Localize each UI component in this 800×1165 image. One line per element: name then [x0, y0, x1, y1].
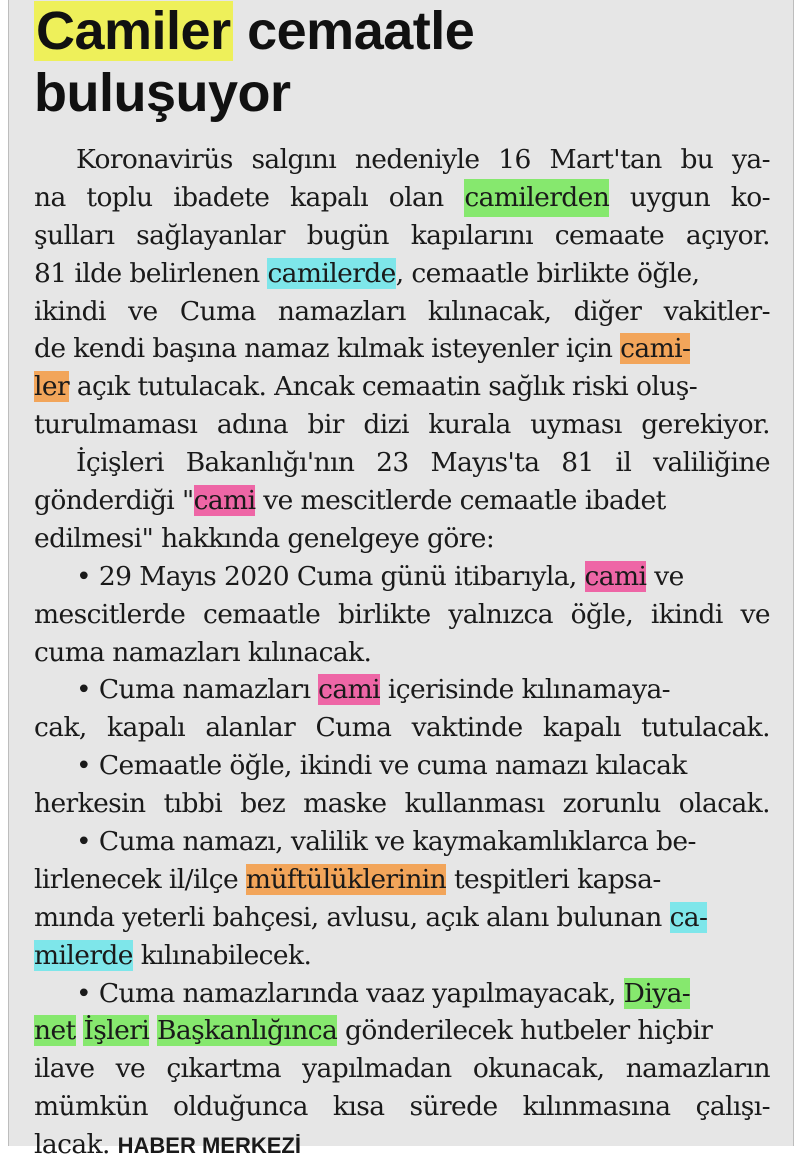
word: gerekiyor. — [641, 409, 770, 441]
body-line — [34, 634, 770, 672]
word: kullanması — [404, 788, 545, 820]
word: bir — [307, 409, 344, 441]
text-run: • Cuma namazı, valilik ve kaymakamlıklarca be- — [76, 826, 696, 858]
body-line — [34, 217, 770, 255]
headline-highlight: Camiler — [36, 1, 231, 61]
word: öğle, — [570, 598, 634, 630]
word: ve — [128, 295, 158, 327]
word: okunacak, — [472, 1053, 605, 1085]
word: sağlayanlar — [136, 219, 285, 251]
word: kapılarını — [410, 219, 533, 251]
word: namazları — [277, 295, 406, 327]
headline-line-2: buluşuyor — [34, 63, 291, 123]
body-line — [34, 293, 770, 331]
body-line — [34, 975, 770, 1013]
text-run: , cemaatle birlikte öğle, — [395, 257, 700, 289]
text-run: gönderdiği " — [34, 485, 194, 517]
word: kapalı — [542, 712, 621, 744]
text-run: ve — [646, 560, 684, 592]
word: cemaatle — [202, 598, 321, 630]
word: sürede — [409, 1091, 498, 1123]
word: adına — [216, 409, 288, 441]
text-run: edilmesi" hakkında genelgeye göre: — [34, 522, 495, 554]
body-line — [34, 179, 770, 217]
word: kurala — [428, 409, 511, 441]
text-run: kılınabilecek. — [132, 939, 312, 971]
word: ve — [740, 598, 770, 630]
word: alanlar — [205, 712, 296, 744]
body-line — [34, 1050, 770, 1088]
word: cak, — [34, 712, 87, 744]
text-run: 81 ilde belirlenen — [34, 257, 268, 289]
text-run: gönderilecek hutbeler hiçbir — [337, 1015, 713, 1047]
word: ikindi — [650, 598, 723, 630]
word: maske — [303, 788, 387, 820]
word: il — [615, 447, 632, 479]
word: olduğunca — [173, 1091, 308, 1123]
word: mümkün — [34, 1091, 148, 1123]
word: şulları — [34, 219, 115, 251]
byline: HABER MERKEZİ — [117, 1133, 301, 1159]
body-line — [34, 785, 770, 823]
highlight-mark: cami — [318, 674, 381, 706]
word: mescitlerde — [34, 598, 186, 630]
highlight-mark: camilerden — [464, 179, 609, 217]
text-run — [149, 1015, 157, 1046]
word: vaktinde — [411, 712, 523, 744]
word: ko- — [730, 181, 770, 213]
word: kapalı — [107, 712, 186, 744]
word: Mart'tan — [549, 144, 662, 175]
word: tıbbi — [163, 788, 223, 820]
word: kılınmasına — [522, 1091, 671, 1123]
word: uyması — [530, 409, 622, 441]
highlight-mark: net — [34, 1015, 76, 1047]
word: tutulacak. — [641, 712, 770, 744]
word: diğer — [573, 295, 642, 327]
text-run: açık tutulacak. Ancak cemaatin sağlık riski oluş- — [69, 371, 698, 403]
highlight-mark: camilerde — [267, 257, 396, 289]
body-line — [34, 368, 770, 406]
text-run: • 29 Mayıs 2020 Cuma günü itibarıyla, — [76, 560, 585, 592]
body-line — [34, 520, 770, 558]
body-line — [34, 141, 770, 179]
highlight-mark: Diya- — [623, 977, 691, 1009]
word: açıyor. — [685, 219, 770, 251]
word: herkesin — [34, 788, 146, 820]
highlight-mark: ca- — [669, 901, 708, 933]
word: vakitler- — [663, 295, 770, 327]
word: ve — [115, 1053, 146, 1085]
text-run: de kendi başına namaz kılmak isteyenler için — [34, 333, 621, 365]
word: ibadete — [173, 181, 270, 213]
word: 16 — [498, 144, 531, 175]
body-line — [34, 1088, 770, 1126]
text-run: lirlenecek il/ilçe — [34, 863, 246, 895]
word: nedeniyle — [354, 144, 480, 175]
word: İçişleri — [76, 447, 164, 479]
text-run: içerisinde kılınamaya- — [380, 674, 670, 706]
word: Cuma — [179, 295, 256, 327]
word: ilave — [34, 1053, 95, 1085]
text-run: ve mescitlerde cemaatle ibadet — [255, 485, 666, 517]
word: salgını — [251, 144, 337, 175]
word: ya- — [732, 144, 770, 175]
body-line — [34, 255, 770, 293]
word: zorunlu — [562, 788, 661, 820]
word: valiliğine — [653, 447, 770, 479]
word: birlikte — [337, 598, 431, 630]
text-run: • Cuma namazları — [76, 674, 319, 706]
word: bu — [680, 144, 714, 175]
word: 81 — [561, 447, 594, 479]
word: toplu — [86, 181, 153, 213]
word: bugün — [306, 219, 389, 251]
headline-line-1 — [34, 0, 774, 62]
word: uygun — [629, 181, 711, 213]
body-line — [34, 596, 770, 634]
word: turulmaması — [34, 409, 198, 441]
word: ikindi — [34, 295, 106, 327]
text-run: • Cuma namazlarında vaaz yapılmayacak, — [76, 977, 624, 1009]
word: Koronavirüs — [76, 144, 233, 175]
word: Mayıs'ta — [430, 447, 540, 479]
word: na — [34, 181, 66, 213]
body-line — [34, 747, 770, 785]
body-line — [34, 330, 770, 368]
word: bez — [240, 788, 286, 820]
word: yalnızca — [448, 598, 553, 630]
article-headline — [34, 0, 774, 124]
highlight-mark: cami — [584, 560, 647, 592]
body-line — [34, 709, 770, 747]
word: olan — [388, 181, 444, 213]
body-line — [34, 1012, 770, 1050]
highlight-mark: Başkanlığınca — [157, 1015, 338, 1047]
body-line — [34, 558, 770, 596]
word: çıkartma — [166, 1053, 281, 1085]
text-run: mında yeterli bahçesi, avlusu, açık alanı bulunan — [34, 901, 670, 933]
highlight-mark: İşleri — [83, 1015, 150, 1047]
word: olacak. — [678, 788, 770, 820]
word: Bakanlığı'nın — [185, 447, 355, 479]
word: 23 — [376, 447, 409, 479]
body-line — [34, 1126, 770, 1164]
text-run: • Cemaatle öğle, ikindi ve cuma namazı kılacak — [76, 750, 687, 782]
word: Cuma — [315, 712, 392, 744]
word: namazların — [625, 1053, 770, 1085]
highlight-mark: ler — [34, 371, 70, 403]
highlight-mark: müftülüklerinin — [245, 863, 447, 895]
headline-text: cemaatle — [232, 1, 475, 61]
body-line — [34, 823, 770, 861]
body-line — [34, 671, 770, 709]
text-run: cuma namazları kılınacak. — [34, 636, 372, 668]
word: yapılmadan — [302, 1053, 452, 1085]
text-run: lacak. — [34, 1129, 118, 1161]
word: cemaate — [554, 219, 665, 251]
highlight-mark: cami- — [620, 333, 691, 365]
word: çalışı- — [695, 1091, 770, 1123]
word: kısa — [332, 1091, 385, 1123]
highlight-mark: cami — [193, 485, 256, 517]
body-line — [34, 444, 770, 482]
body-line — [34, 406, 770, 444]
word: kılınacak, — [427, 295, 552, 327]
word: kapalı — [290, 181, 369, 213]
word: dizi — [363, 409, 409, 441]
body-line — [34, 861, 770, 899]
text-run: tespitleri kapsa- — [446, 863, 661, 895]
article-body — [34, 141, 770, 1164]
body-line — [34, 937, 770, 975]
highlight-mark: milerde — [34, 939, 133, 971]
body-line — [34, 482, 770, 520]
body-line — [34, 899, 770, 937]
